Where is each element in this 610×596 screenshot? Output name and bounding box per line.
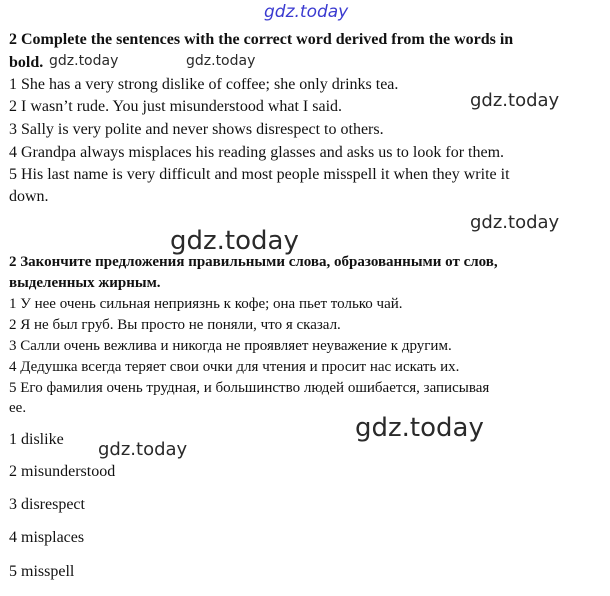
english-task-heading-continued: bold. [9, 54, 44, 71]
english-sentence: down. [9, 188, 49, 205]
russian-sentence: ее. [9, 400, 27, 416]
watermark: gdz.today [470, 90, 560, 111]
watermark: gdz.today [470, 212, 560, 233]
english-sentence: 3 Sally is very polite and never shows disrespect to others. [9, 121, 384, 138]
watermark: gdz.today [98, 439, 188, 460]
russian-task-heading: 2 Закончите предложения правильными слова, образованными от слов, [9, 254, 498, 270]
english-sentence: 1 She has a very strong dislike of coffee; she only drinks tea. [9, 76, 399, 93]
russian-task-heading-continued: выделенных жирным. [9, 275, 161, 291]
answer-item: 2 misunderstood [9, 463, 116, 480]
answer-item: 5 misspell [9, 563, 75, 580]
watermark-top: gdz.today [264, 2, 349, 22]
english-sentence: 2 I wasn’t rude. You just misunderstood what I said. [9, 98, 343, 115]
russian-sentence: 5 Его фамилия очень трудная, и большинство людей ошибается, записывая [9, 380, 490, 396]
watermark: gdz.today [49, 53, 119, 69]
russian-sentence: 3 Салли очень вежлива и никогда не проявляет неуважение к другим. [9, 338, 452, 354]
english-task-heading: 2 Complete the sentences with the correct word derived from the words in [9, 31, 514, 48]
russian-sentence: 1 У нее очень сильная неприязнь к кофе; она пьет только чай. [9, 296, 403, 312]
answer-item: 1 dislike [9, 431, 64, 448]
watermark: gdz.today [355, 413, 484, 443]
answer-item: 3 disrespect [9, 496, 85, 513]
watermark: gdz.today [170, 226, 299, 256]
russian-sentence: 2 Я не был груб. Вы просто не поняли, что я сказал. [9, 317, 341, 333]
answer-item: 4 misplaces [9, 529, 85, 546]
english-sentence: 5 His last name is very difficult and most people misspell it when they write it [9, 166, 510, 183]
russian-sentence: 4 Дедушка всегда теряет свои очки для чтения и просит нас искать их. [9, 359, 460, 375]
watermark: gdz.today [186, 53, 256, 69]
english-sentence: 4 Grandpa always misplaces his reading glasses and asks us to look for them. [9, 144, 505, 161]
